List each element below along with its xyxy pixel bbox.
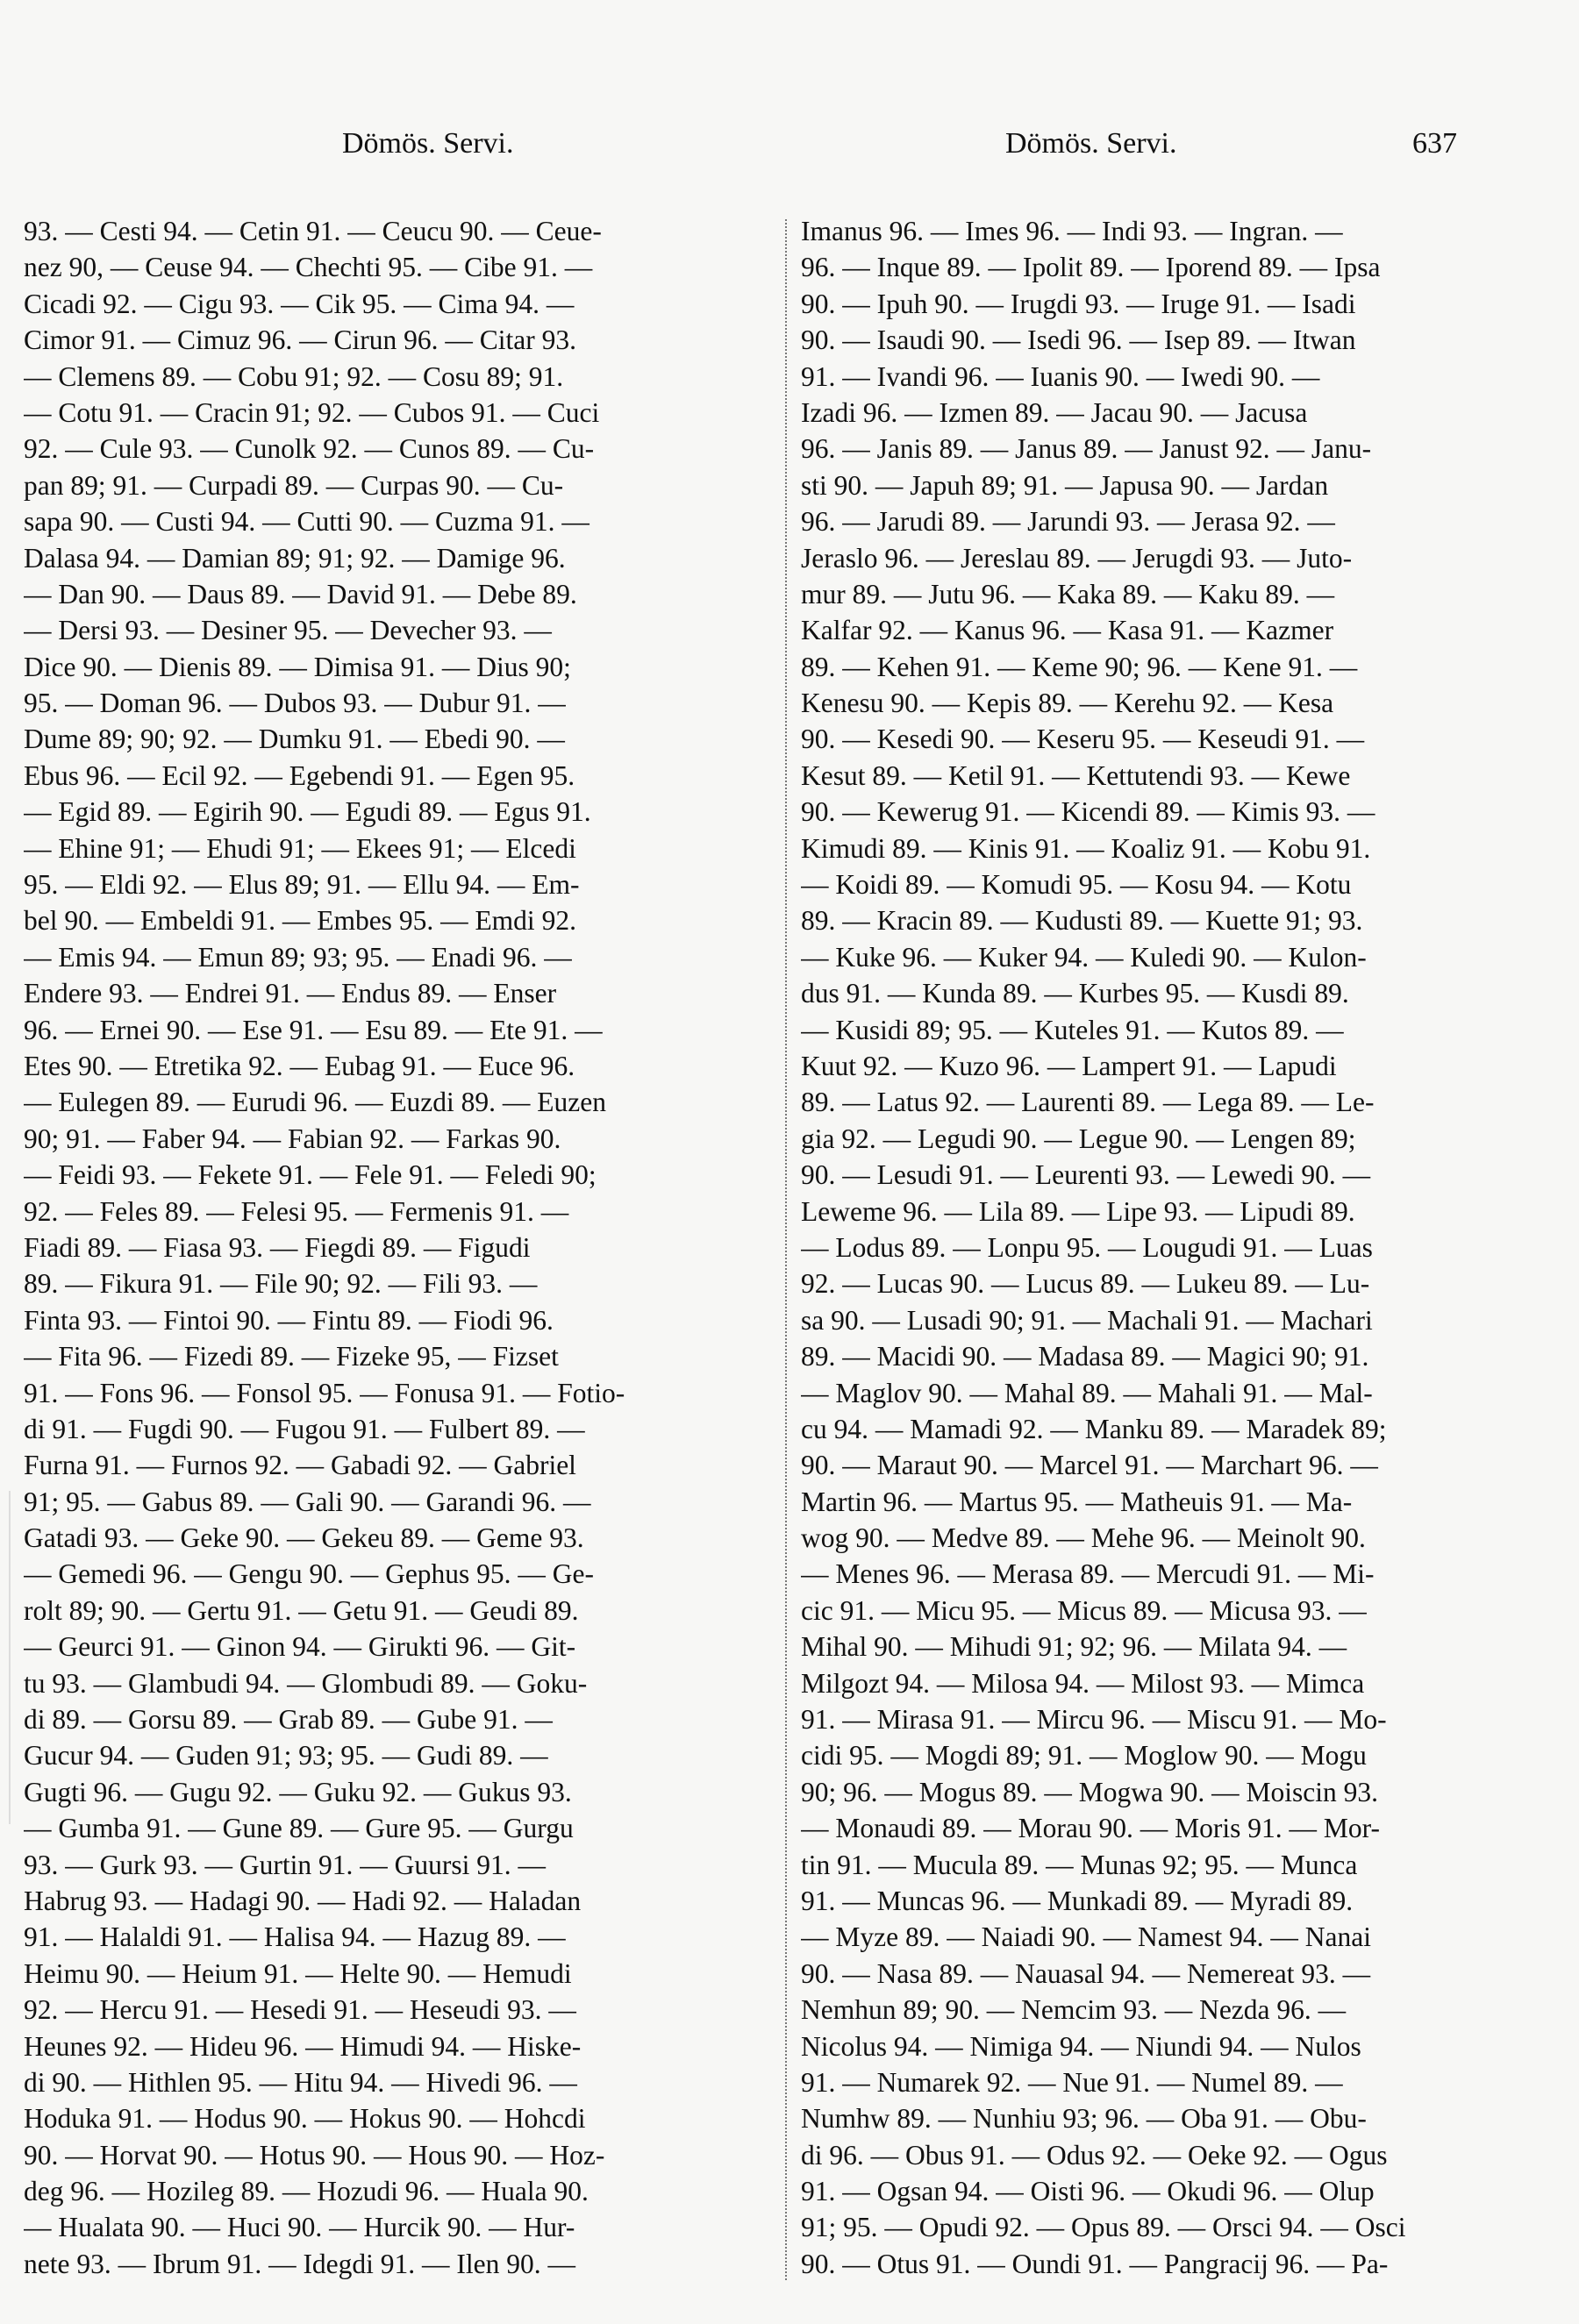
text-line: — Monaudi 89. — Morau 90. — Moris 91. — Mor- <box>801 1813 1380 1844</box>
text-line: — Koidi 89. — Komudi 95. — Kosu 94. — Kotu <box>801 869 1352 901</box>
text-line: rolt 89; 90. — Gertu 91. — Getu 91. — Geudi 89. <box>24 1594 579 1626</box>
page-edge-mark <box>9 1491 11 1824</box>
text-line: Kalfar 92. — Kanus 96. — Kasa 91. — Kazmer <box>801 615 1334 646</box>
text-line: 89. — Latus 92. — Laurenti 89. — Lega 89. — Le- <box>801 1087 1375 1118</box>
text-line: — Myze 89. — Naiadi 90. — Namest 94. — Nanai <box>801 1921 1371 1953</box>
text-line: 96. — Ernei 90. — Ese 91. — Esu 89. — Ete 91. — <box>24 1014 603 1045</box>
column-divider <box>785 219 787 2280</box>
text-line: Gugti 96. — Gugu 92. — Guku 92. — Gukus 93. <box>24 1776 572 1807</box>
text-line: 89. — Kehen 91. — Keme 90; 96. — Kene 91. — <box>801 651 1358 682</box>
text-line: — Hualata 90. — Huci 90. — Hurcik 90. — Hur- <box>24 2212 575 2243</box>
text-line: Dume 89; 90; 92. — Dumku 91. — Ebedi 90. — <box>24 724 565 755</box>
text-line: — Geurci 91. — Ginon 94. — Girukti 96. — Git- <box>24 1631 576 1663</box>
text-line: Heunes 92. — Hideu 96. — Himudi 94. — Hiske- <box>24 2030 582 2062</box>
text-line: 91. — Muncas 96. — Munkadi 89. — Myradi 89. <box>801 1885 1354 1916</box>
text-line: Leweme 96. — Lila 89. — Lipe 93. — Lipudi 89. <box>801 1195 1355 1227</box>
header-middle-title: Dömös. Servi. <box>1005 127 1177 160</box>
text-line: Furna 91. — Furnos 92. — Gabadi 92. — Gabriel <box>24 1450 576 1481</box>
text-line: 90. — Maraut 90. — Marcel 91. — Marchart 96. — <box>801 1450 1378 1481</box>
text-line: — Kuke 96. — Kuker 94. — Kuledi 90. — Kulon- <box>801 941 1367 973</box>
text-line: nete 93. — Ibrum 91. — Idegdi 91. — Ilen 90. — <box>24 2248 576 2279</box>
text-line: 89. — Macidi 90. — Madasa 89. — Magici 90; 91. <box>801 1341 1369 1372</box>
text-line: Imanus 96. — Imes 96. — Indi 93. — Ingran. — <box>801 216 1343 246</box>
text-line: Milgozt 94. — Milosa 94. — Milost 93. — Mimca <box>801 1667 1365 1699</box>
text-line: di 91. — Fugdi 90. — Fugou 91. — Fulbert 89. — <box>24 1413 585 1444</box>
text-line: 89. — Kracin 89. — Kudusti 89. — Kuette 91; 93. <box>801 905 1363 937</box>
text-line: Hoduka 91. — Hodus 90. — Hokus 90. — Hohcdi <box>24 2103 586 2135</box>
text-line: 90. — Kesedi 90. — Keseru 95. — Keseudi 91. — <box>801 724 1365 755</box>
text-line: gia 92. — Legudi 90. — Legue 90. — Lengen 89; <box>801 1123 1356 1154</box>
text-line: — Ehine 91; — Ehudi 91; — Ekees 91; — Elcedi <box>24 832 576 864</box>
text-line: — Menes 96. — Merasa 89. — Mercudi 91. — Mi- <box>801 1558 1375 1590</box>
running-header <box>0 127 1579 171</box>
text-line: wog 90. — Medve 89. — Mehe 96. — Meinolt 90. <box>801 1522 1366 1554</box>
text-line: Numhw 89. — Nunhiu 93; 96. — Oba 91. — Obu- <box>801 2103 1367 2135</box>
text-line: Gucur 94. — Guden 91; 93; 95. — Gudi 89. — <box>24 1740 548 1772</box>
text-line: 91; 95. — Gabus 89. — Gali 90. — Garandi 96. — <box>24 1486 591 1517</box>
text-line: 90. — Nasa 89. — Nauasal 94. — Nemereat 93. — <box>801 1957 1371 1989</box>
text-line: 91. — Numarek 92. — Nue 91. — Numel 89. — <box>801 2066 1343 2098</box>
text-line: Mihal 90. — Mihudi 91; 92; 96. — Milata 94. — <box>801 1631 1347 1663</box>
text-line: di 96. — Obus 91. — Odus 92. — Oeke 92. — Ogus <box>801 2139 1388 2171</box>
text-line: cu 94. — Mamadi 92. — Manku 89. — Maradek 89; <box>801 1413 1387 1444</box>
text-line: 90. — Ipuh 90. — Irugdi 93. — Iruge 91. — Isadi <box>801 288 1356 319</box>
text-line: 89. — Fikura 91. — File 90; 92. — Fili 93. — <box>24 1268 538 1300</box>
text-line: 93. — Cesti 94. — Cetin 91. — Ceucu 90. — Ceue- <box>24 216 602 246</box>
text-line: 92. — Feles 89. — Felesi 95. — Fermenis 91. — <box>24 1195 569 1227</box>
text-line: Etes 90. — Etretika 92. — Eubag 91. — Euce 96. <box>24 1050 575 1081</box>
text-line: 91. — Halaldi 91. — Halisa 94. — Hazug 89. — <box>24 1921 566 1953</box>
text-line: 92. — Hercu 91. — Hesedi 91. — Heseudi 93. — <box>24 1994 576 2026</box>
text-line: — Dersi 93. — Desiner 95. — Devecher 93. — <box>24 615 552 646</box>
text-line: dus 91. — Kunda 89. — Kurbes 95. — Kusdi 89. <box>801 978 1349 1009</box>
text-line: — Feidi 93. — Fekete 91. — Fele 91. — Feledi 90; <box>24 1159 597 1191</box>
text-line: Kesut 89. — Ketil 91. — Kettutendi 93. — Kewe <box>801 759 1351 791</box>
text-line: Ebus 96. — Ecil 92. — Egebendi 91. — Egen 95. <box>24 759 575 791</box>
text-line: nez 90, — Ceuse 94. — Chechti 95. — Cibe 91. — <box>24 252 593 283</box>
text-line: Nicolus 94. — Nimiga 94. — Niundi 94. — Nulos <box>801 2030 1361 2062</box>
text-line: — Fita 96. — Fizedi 89. — Fizeke 95, — Fizset <box>24 1341 559 1372</box>
text-line: cidi 95. — Mogdi 89; 91. — Moglow 90. — Mogu <box>801 1740 1367 1772</box>
text-line: — Emis 94. — Emun 89; 93; 95. — Enadi 96. — <box>24 941 572 973</box>
text-line: di 89. — Gorsu 89. — Grab 89. — Gube 91. — <box>24 1704 553 1736</box>
text-line: 95. — Doman 96. — Dubos 93. — Dubur 91. — <box>24 688 566 719</box>
text-line: Dalasa 94. — Damian 89; 91; 92. — Damige 96. <box>24 542 566 574</box>
text-line: Dice 90. — Dienis 89. — Dimisa 91. — Dius 90; <box>24 651 571 682</box>
text-line: di 90. — Hithlen 95. — Hitu 94. — Hivedi 96. — <box>24 2066 577 2098</box>
text-line: — Dan 90. — Daus 89. — David 91. — Debe 89. <box>24 578 577 610</box>
text-line: bel 90. — Embeldi 91. — Embes 95. — Emdi 92. <box>24 905 576 937</box>
text-line: 90. — Horvat 90. — Hotus 90. — Hous 90. — Hoz- <box>24 2139 605 2171</box>
text-line: 95. — Eldi 92. — Elus 89; 91. — Ellu 94. — Em- <box>24 869 580 901</box>
text-line: deg 96. — Hozileg 89. — Hozudi 96. — Huala 90. <box>24 2176 589 2207</box>
text-line: 96. — Jarudi 89. — Jarundi 93. — Jerasa 92. — <box>801 506 1335 538</box>
text-line: Kenesu 90. — Kepis 89. — Kerehu 92. — Kesa <box>801 688 1334 719</box>
text-line: — Cotu 91. — Cracin 91; 92. — Cubos 91. — Cuci <box>24 396 600 428</box>
text-line: 90. — Otus 91. — Oundi 91. — Pangracij 96. — Pa- <box>801 2248 1389 2279</box>
text-line: Heimu 90. — Heium 91. — Helte 90. — Hemudi <box>24 1957 572 1989</box>
text-line: 90. — Lesudi 91. — Leurenti 93. — Lewedi 90. — <box>801 1159 1371 1191</box>
text-line: 93. — Gurk 93. — Gurtin 91. — Guursi 91. — <box>24 1849 546 1880</box>
text-line: — Gumba 91. — Gune 89. — Gure 95. — Gurgu <box>24 1813 574 1844</box>
text-line: sa 90. — Lusadi 90; 91. — Machali 91. — Machari <box>801 1304 1373 1336</box>
text-line: sti 90. — Japuh 89; 91. — Japusa 90. — Jardan <box>801 469 1329 501</box>
text-line: Finta 93. — Fintoi 90. — Fintu 89. — Fiodi 96. <box>24 1304 554 1336</box>
text-line: — Eulegen 89. — Eurudi 96. — Euzdi 89. — Euzen <box>24 1087 606 1118</box>
text-line: Jeraslo 96. — Jereslau 89. — Jerugdi 93. — Juto- <box>801 542 1353 574</box>
text-line: 91. — Mirasa 91. — Mircu 96. — Miscu 91. — Mo- <box>801 1704 1387 1736</box>
text-line: 96. — Inque 89. — Ipolit 89. — Iporend 89. — Ipsa <box>801 252 1381 283</box>
text-line: 92. — Lucas 90. — Lucus 89. — Lukeu 89. — Lu- <box>801 1268 1370 1300</box>
right-column <box>801 213 1555 2282</box>
text-line: Izadi 96. — Izmen 89. — Jacau 90. — Jacusa <box>801 396 1308 428</box>
text-line: Kimudi 89. — Kinis 91. — Koaliz 91. — Kobu 91. <box>801 832 1371 864</box>
text-line: pan 89; 91. — Curpadi 89. — Curpas 90. — Cu- <box>24 469 564 501</box>
text-line: 92. — Cule 93. — Cunolk 92. — Cunos 89. — Cu- <box>24 433 595 465</box>
text-line: 91. — Ogsan 94. — Oisti 96. — Okudi 96. — Olup <box>801 2176 1375 2207</box>
text-line: Habrug 93. — Hadagi 90. — Hadi 92. — Haladan <box>24 1885 582 1916</box>
text-line: mur 89. — Jutu 96. — Kaka 89. — Kaku 89. — <box>801 578 1335 610</box>
text-line: 91; 95. — Opudi 92. — Opus 89. — Orsci 94. — Osci <box>801 2212 1406 2243</box>
text-line: Martin 96. — Martus 95. — Matheuis 91. — Ma- <box>801 1486 1353 1517</box>
text-line: — Lodus 89. — Lonpu 95. — Lougudi 91. — Luas <box>801 1231 1373 1263</box>
text-line: — Egid 89. — Egirih 90. — Egudi 89. — Egus 91. <box>24 796 591 828</box>
text-line: cic 91. — Micu 95. — Micus 89. — Micusa 93. — <box>801 1594 1367 1626</box>
text-line: — Gemedi 96. — Gengu 90. — Gephus 95. — Ge- <box>24 1558 595 1590</box>
text-line: Nemhun 89; 90. — Nemcim 93. — Nezda 96. — <box>801 1994 1347 2026</box>
text-line: Cicadi 92. — Cigu 93. — Cik 95. — Cima 94. — <box>24 288 575 319</box>
text-line: 90; 91. — Faber 94. — Fabian 92. — Farkas 90. <box>24 1123 561 1154</box>
left-column <box>24 213 785 2282</box>
text-line: 96. — Janis 89. — Janus 89. — Janust 92. — Janu- <box>801 433 1372 465</box>
text-line: Endere 93. — Endrei 91. — Endus 89. — Enser <box>24 978 557 1009</box>
text-line: tu 93. — Glambudi 94. — Glombudi 89. — Goku- <box>24 1667 588 1699</box>
text-line: Gatadi 93. — Geke 90. — Gekeu 89. — Geme 93. <box>24 1522 584 1554</box>
header-left-title: Dömös. Servi. <box>342 127 514 160</box>
text-line: Cimor 91. — Cimuz 96. — Cirun 96. — Citar 93. <box>24 324 576 356</box>
text-line: tin 91. — Mucula 89. — Munas 92; 95. — Munca <box>801 1849 1358 1880</box>
text-line: — Kusidi 89; 95. — Kuteles 91. — Kutos 89. — <box>801 1014 1344 1045</box>
page-number: 637 <box>1412 127 1457 160</box>
text-line: sapa 90. — Custi 94. — Cutti 90. — Cuzma 91. — <box>24 506 589 538</box>
text-line: 90; 96. — Mogus 89. — Mogwa 90. — Moiscin 93. <box>801 1776 1379 1807</box>
text-line: 90. — Isaudi 90. — Isedi 96. — Isep 89. — Itwan <box>801 324 1356 356</box>
text-line: Fiadi 89. — Fiasa 93. — Fiegdi 89. — Figudi <box>24 1231 531 1263</box>
text-line: Kuut 92. — Kuzo 96. — Lampert 91. — Lapudi <box>801 1050 1337 1081</box>
text-line: 91. — Ivandi 96. — Iuanis 90. — Iwedi 90. — <box>801 360 1320 392</box>
text-line: 90. — Kewerug 91. — Kicendi 89. — Kimis 93. — <box>801 796 1375 828</box>
text-line: — Maglov 90. — Mahal 89. — Mahali 91. — Mal- <box>801 1377 1373 1408</box>
text-line: — Clemens 89. — Cobu 91; 92. — Cosu 89; 91. <box>24 360 564 392</box>
text-line: 91. — Fons 96. — Fonsol 95. — Fonusa 91. — Fotio- <box>24 1377 625 1408</box>
